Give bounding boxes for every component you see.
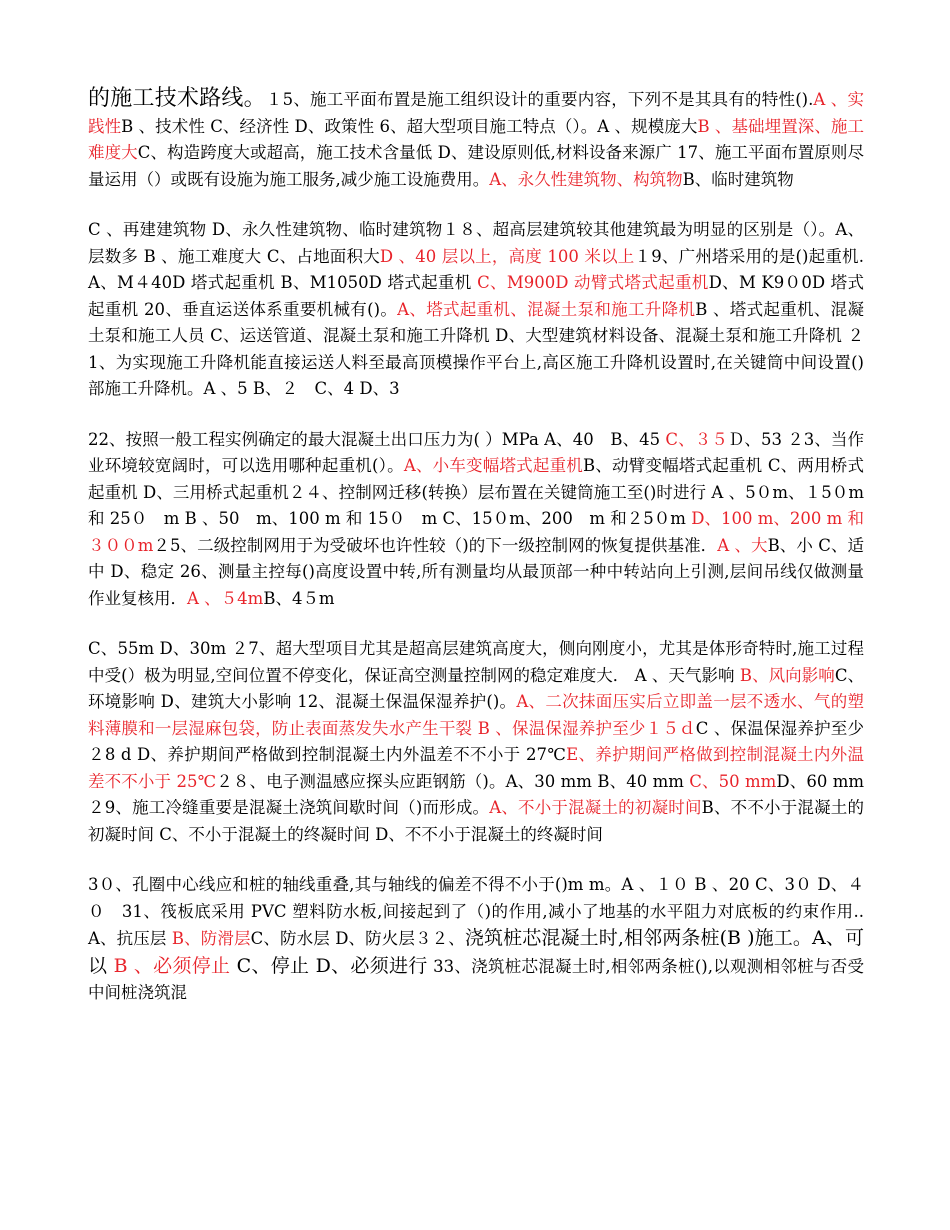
text-segment: １9、广州塔采用的是()起重机.A、M４40D 塔式起重机 B、M1050D 塔式起重机 bbox=[88, 246, 864, 292]
answer-highlight: A、小车变幅塔式起重机 bbox=[403, 456, 583, 475]
paragraph-3 bbox=[88, 427, 864, 613]
text-segment: B 、塔式起重机、混凝土泵和施工人员 C、运送管道、混凝土泵和施工升降机 D、大型建筑材料设备、混凝土泵和施工升降机 ２1、为实现施工升降机能直接运送人料至最高顶模操作平台上,高区施工升降机设置时,在关键筒中间设置()部施工升降机。A 、5 B、２ C、4 D、3 bbox=[88, 299, 864, 398]
text-segment: B 、技术性 C、经济性 D、政策性 6、超大型项目施工特点（）。A 、规模庞大 bbox=[121, 116, 698, 136]
text-segment: C 、再建建筑物 D、永久性建筑物、临时建筑物１８、超高层建筑较其他建筑最为明显的区别是（）。A、层数多 B 、施工难度大 C、占地面积大 bbox=[88, 220, 864, 266]
text-segment: C、防水层 D、防火层３２、 bbox=[250, 929, 465, 948]
answer-highlight: C、M900D 动臂式塔式起重机 bbox=[477, 273, 709, 292]
answer-highlight: C、３５ bbox=[665, 429, 728, 449]
paragraph-1 bbox=[88, 86, 864, 193]
text-segment: 33、浇筑桩芯混凝土时,相邻两条桩(),以观测相邻桩与否受中间桩浇筑混 bbox=[88, 956, 864, 1002]
text-segment: ２８、电子测温感应探头应距钢筋（)。A、30 mm B、40 mm bbox=[216, 771, 690, 791]
text-segment: 22、按照一般工程实例确定的最大混凝土出口压力为( ）MPa A、40 B、45 bbox=[88, 429, 666, 449]
answer-highlight: A、不小于混凝土的初凝时间 bbox=[489, 798, 702, 817]
text-segment: C、构造跨度大或超高，施工技术含量低 D、建设原则低,材料设备来源广 17、施工平面布置原则尽量运用（）或既有设施为施工服务,减少施工设施费用。 bbox=[88, 143, 864, 189]
text-segment: B、不不小于混凝土的初凝时间 C、不小于混凝土的终凝时间 D、不不小于混凝土的终凝时间 bbox=[88, 798, 864, 844]
text-segment: １5、施工平面布置是施工组织设计的重要内容，下列不是其具有的特性(). bbox=[265, 90, 814, 109]
answer-highlight: A、永久性建筑物、构筑物 bbox=[489, 169, 683, 189]
paragraph-5 bbox=[88, 872, 881, 1007]
text-segment: D、M K9０0D 塔式起重机 20、垂直运送体系重要机械有()。 bbox=[88, 273, 864, 319]
text-segment: B、小 C、适中 D、稳定 26、测量主控每()高度设置中转,所有测量均从最顶部一种中转站向上引测,层间吊线仅做测量作业复核用． bbox=[88, 535, 865, 608]
answer-highlight: E、养护期间严格做到控制混凝土内外温差不不小于 25℃ bbox=[88, 745, 865, 791]
answer-highlight: A 、实践性 bbox=[88, 90, 864, 136]
answer-highlight: A 、５4m bbox=[187, 588, 264, 608]
answer-highlight: B 、基础埋置深、施工难度大 bbox=[88, 116, 864, 162]
text-segment: C、环境影响 D、建筑大小影响 12、混凝土保温保湿养护()。 bbox=[88, 665, 864, 711]
text-segment: B、4５m bbox=[263, 588, 335, 608]
text-segment: C、55m D、30m ２7、超大型项目尤其是超高层建筑高度大，侧向刚度小，尤其是体形奇特时,施工过程中受(）极为明显,空间位置不停变化，保证高空测量控制网的稳定难度大． A 、天气影响 bbox=[88, 639, 864, 685]
text-segment: C 、保温保湿养护至少２8 d D、养护期间严格做到控制混凝土内外温差不不小于 27℃ bbox=[88, 718, 864, 764]
text-segment: 浇筑桩芯混凝土时,相邻两条桩(B )施工。A、可以 bbox=[88, 927, 864, 977]
text-segment: 3０、孔圈中心线应和桩的轴线重叠,其与轴线的偏差不得不小于()m m。A 、１０ B 、20 C、3０ D、４０ 31、筏板底采用 PVC 塑料防水板,间接起到了（)的作用,减小了地基的水平阻力对底板的约束作用.. A、抗压层 bbox=[88, 875, 881, 948]
text-segment: Ｄ、53 ２3、当作业环境较宽阔时，可以选用哪种起重机(）。 bbox=[88, 429, 865, 475]
paragraph-4 bbox=[88, 636, 864, 848]
answer-highlight: B 、必须停止 bbox=[113, 954, 231, 977]
answer-highlight: A 、大 bbox=[717, 535, 768, 555]
text-segment: D、60 mm ２9、施工冷缝重要是混凝土浇筑间歇时间（)而形成。 bbox=[88, 771, 864, 817]
answer-highlight: A、二次抹面压实后立即盖一层不透水、气的塑料薄膜和一层湿麻包袋，防止表面蒸发失水产生干裂 B 、保温保湿养护至少１５ｄ bbox=[88, 692, 864, 738]
answer-highlight: D 、40 层以上，高度 100 米以上 bbox=[379, 246, 635, 266]
answer-highlight: B、风向影响 bbox=[739, 665, 835, 685]
text-segment: C、停止 D、必须进行 bbox=[230, 954, 428, 977]
answer-highlight: B、防滑层 bbox=[171, 929, 251, 948]
paragraph-2 bbox=[88, 217, 864, 403]
answer-highlight: D、100 m、200 m 和３００m bbox=[88, 509, 864, 555]
text-segment: ２5、二级控制网用于为受破坏也许性较（)的下一级控制网的恢复提供基准． bbox=[153, 535, 718, 555]
answer-highlight: C、50 mm bbox=[689, 771, 777, 791]
answer-highlight: A、塔式起重机、混凝土泵和施工升降机 bbox=[397, 299, 696, 319]
text-segment: B、临时建筑物 bbox=[682, 169, 794, 189]
text-segment: 的施工技术路线。 bbox=[88, 86, 266, 111]
text-segment: B、动臂变幅塔式起重机 C、两用桥式起重机 D、三用桥式起重机２４、控制网迁移(转换）层布置在关键筒施工至()时进行 A 、5０m、１5０m 和 25０ m B 、50 m、100 m 和 15０ m C、15０m、200 m 和２5０m bbox=[88, 456, 864, 528]
document-page bbox=[88, 86, 881, 1031]
